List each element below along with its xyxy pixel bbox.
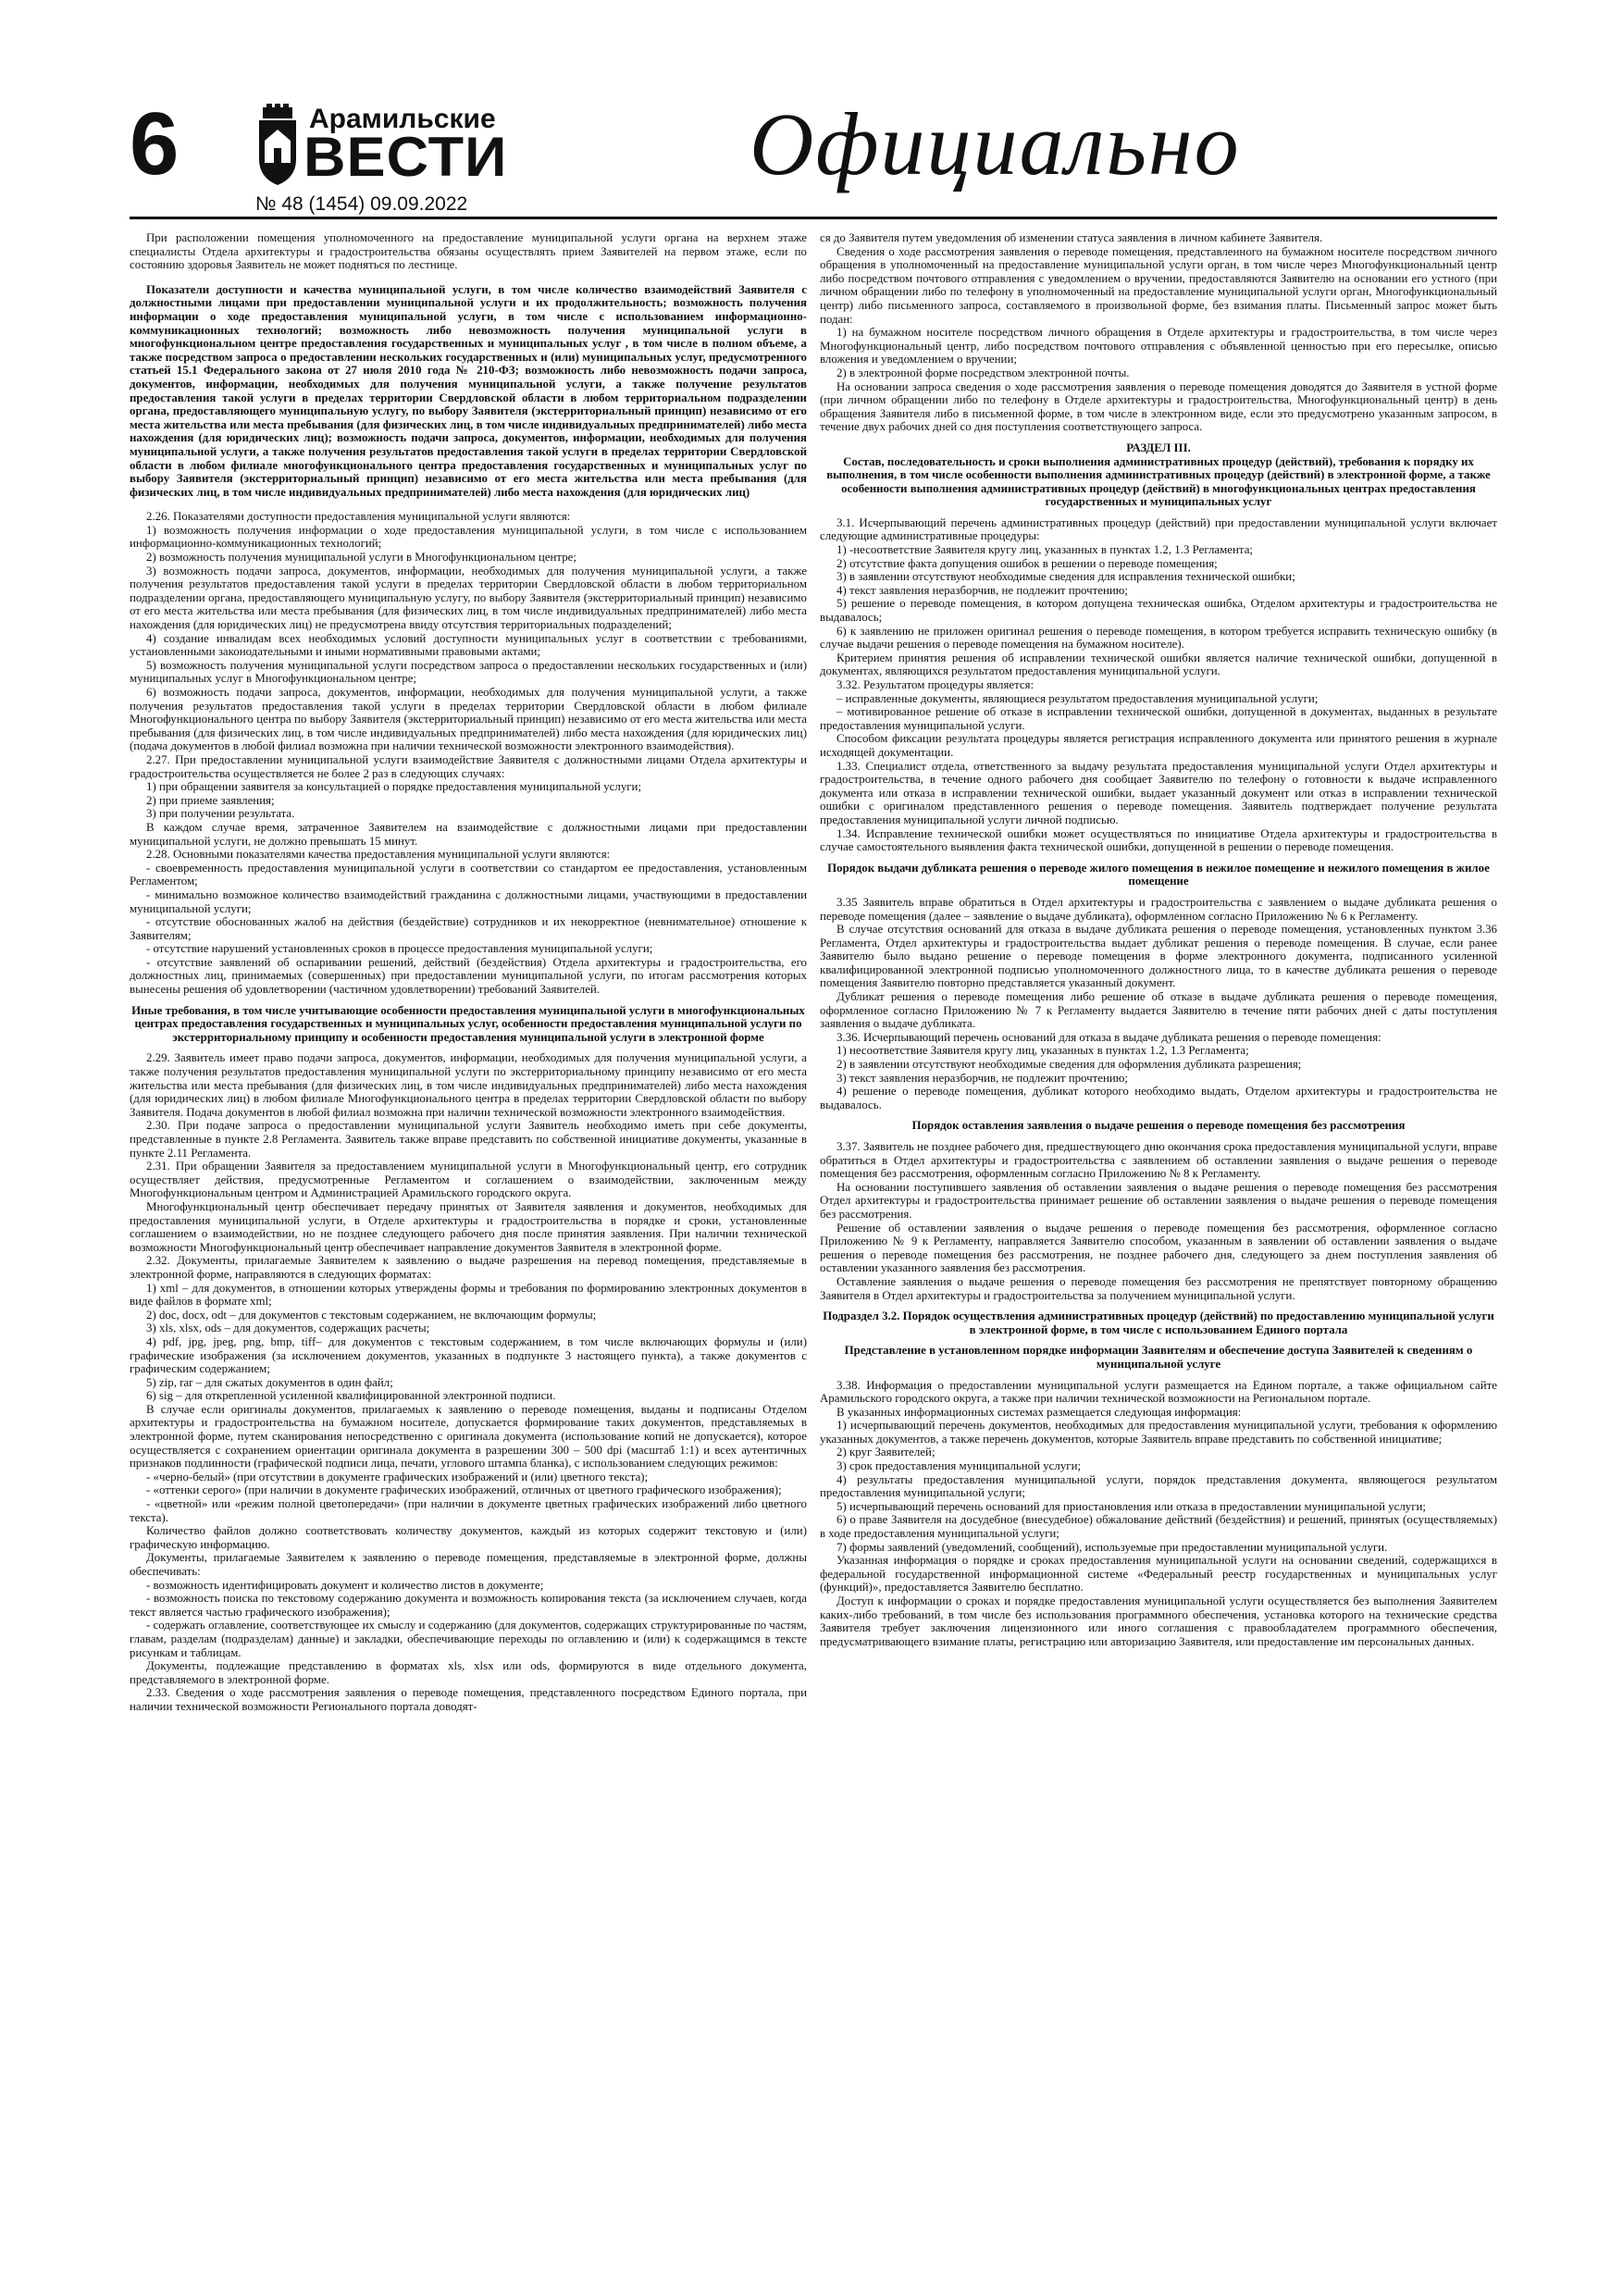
- paragraph: 2.27. При предоставлении муниципальной услуги взаимодействие Заявителя с должностными лицами Отдела архитектуры и градостроительства осуществляется не более 2 раз в следующих случаях:: [130, 752, 807, 780]
- paragraph: 1.33. Специалист отдела, ответственного за выдачу результата предоставления муниципальной услуги Отдел архитектуры и градостроительства, в течение одного рабочего дня сообщает Заявителю по телефону о готовности к выдаче исправленного документа или отказа в исправлении технической ошибки, выдает указанный документ или отказ в исправлении технической ошибки с оригиналом представленного решения о переводе помещения. Заявитель подтверждает получение результата предоставления муниципальной услуги личной подписью.: [820, 759, 1497, 826]
- list-item: 5) возможность получения муниципальной услуги посредством запроса о предоставлении нескольких государственных и (или) муниципальных услуг в Многофункциональном центре;: [130, 658, 807, 686]
- list-item: 4) текст заявления неразборчив, не подлежит прочтению;: [836, 583, 1129, 597]
- paragraph: ся до Заявителя путем уведомления об изменении статуса заявления в личном кабинете Заявителя.: [820, 231, 1323, 244]
- list-item: 2) при приеме заявления;: [146, 793, 275, 807]
- list-item: 1) -несоответствие Заявителя кругу лиц, указанных в пунктах 1.2, 1.3 Регламента;: [836, 543, 1253, 557]
- paragraph: На основании запроса сведения о ходе рассмотрения заявления о переводе помещения доводятся до Заявителя в устной форме (при личном обращении либо по телефону в Отделе архитектуры и градостроительства, Многофункциональный центр) в день обращения Заявителя либо в письменной форме, в том числе в электронном виде, если это предусмотрено указанным запросом, в течение двух рабочих дней со дня поступления соответствующего запроса.: [820, 379, 1497, 434]
- list-item: 7) формы заявлений (уведомлений, сообщений), используемые при предоставлении муниципальной услуги.: [836, 1540, 1388, 1554]
- paragraph: 2.29. Заявитель имеет право подачи запроса, документов, информации, необходимых для получения муниципальной услуги, а также получения результатов предоставления муниципальной услуги по экстерриториальному принципу независимо от его места жительства или места пребывания (для физических лиц, в том числе индивидуальных предпринимателей) либо места нахождения (для юридических лиц) в любом филиале Многофункционального центра в пределах территории Свердловской области по выбору Заявителя. Подача документов в любой филиал возможна при наличии технической возможности электронного взаимодействия.: [130, 1051, 807, 1119]
- page-number: 6: [130, 94, 180, 193]
- section-heading: Иные требования, в том числе учитывающие особенности предоставления муниципальной услуги в многофункциональных центрах предоставления государственных и муниципальных услуг, особенности предоставления муниципальной услуги по экстерриториальному принципу и особенности предоставления муниципальной услуги в электронной форме: [131, 1003, 805, 1044]
- list-item: - отсутствие заявлений об оспаривании решений, действий (бездействия) Отдела архитектуры и градостроительства, его должностных лиц, принимаемых (совершенных) при предоставлении муниципальной услуги, по итогам рассмотрения которых вынесены решения об удовлетворении (частичном удовлетворении) требований Заявителей.: [130, 955, 807, 997]
- list-item: 5) zip, rar – для сжатых документов в один файл;: [146, 1375, 393, 1389]
- paragraph: 1.34. Исправление технической ошибки может осуществляться по инициативе Отдела архитектуры и градостроительства в случае самостоятельного выявления факта технической ошибки, допущенной в решении о переводе помещения.: [820, 826, 1497, 854]
- list-item: 2) отсутствие факта допущения ошибок в решении о переводе помещения;: [836, 556, 1218, 570]
- paragraph: Решение об оставлении заявления о выдаче решения о переводе помещения без рассмотрения, оформленное согласно Приложению № 9 к Регламенту, направляется Заявителю способом, указанным в заявлении об оставлении заявления о выдаче решения о переводе помещения без рассмотрения, не позднее рабочего дня, следующего за днем поступления заявления об оставлении указанного заявления без рассмотрения.: [820, 1221, 1497, 1275]
- list-item: 1) на бумажном носителе посредством личного обращения в Отделе архитектуры и градостроительства, в том числе через Многофункциональный центр, либо посредством почтового отправления с объявленной ценностью при его пересылке, описью вложения и уведомлением о вручении;: [820, 326, 1497, 366]
- list-item: 6) к заявлению не приложен оригинал решения о переводе помещения, в котором требуется исправить техническую ошибку (в случае выдачи решения о переводе помещения на бумажном носителе).: [820, 624, 1497, 652]
- list-item: – мотивированное решение об отказе в исправлении технической ошибки, допущенной в документах, выданных в результате предоставления муниципальной услуги.: [820, 705, 1497, 732]
- paragraph: В случае отсутствия оснований для отказа в выдаче дубликата решения о переводе помещения, установленных пунктом 3.36 Регламента, Отдел архитектуры и градостроительства выдает дубликат решения о переводе помещения. В случае, если ранее Заявителю было выдано решение о переводе помещения в форме электронного документа, подписанного усиленной квалифицированной электронной подписью уполномоченного должностного лица, то в качестве дубликата решения о переводе помещения Заявителю повторно представляется указанный документ.: [820, 923, 1497, 990]
- left-column: [130, 231, 807, 2212]
- list-item: 1) исчерпывающий перечень документов, необходимых для предоставления муниципальной услуги, требования к оформлению указанных документов, а также перечень документов, которые Заявитель вправе представить по собственной инициативе;: [820, 1419, 1497, 1446]
- paragraph: Документы, прилагаемые Заявителем к заявлению о переводе помещения, представляемые в электронной форме, должны обеспечивать:: [130, 1551, 807, 1578]
- list-item: 2) в электронной форме посредством электронной почты.: [836, 366, 1130, 379]
- paragraph: 2.33. Сведения о ходе рассмотрения заявления о переводе помещения, представленного посредством Единого портала, при наличии технической возможности Регионального портала доводят-: [130, 1686, 807, 1713]
- paragraph: 3.38. Информация о предоставлении муниципальной услуги размещается на Едином портале, а также официальном сайте Арамильского городского округа, а также при наличии технической возможности на Региональном портале.: [820, 1378, 1497, 1406]
- issue-number: № 48 (1454) 09.09.2022: [255, 193, 468, 215]
- section-heading: Состав, последовательность и сроки выполнения административных процедур (действий), требования к порядку их выполнения, в том числе особенности выполнения административных процедур (действий) в электронной форме, а также особенности выполнения административных процедур (действий) в многофункциональных центрах предоставления государственных и муниципальных услуг: [826, 454, 1491, 509]
- paragraph: 3.37. Заявитель не позднее рабочего дня, предшествующего дню окончания срока предоставления муниципальной услуги, вправе обратиться в Отдел архитектуры и градостроительства с заявлением об оставлении заявления о выдаче решения о переводе помещения без рассмотрения, оформленным согласно Приложению № 8 к Регламенту.: [820, 1140, 1497, 1181]
- brand-title: ВЕСТИ: [304, 126, 508, 188]
- list-item: 4) решение о переводе помещения, дубликат которого необходимо выдать, Отделом архитектуры и градостроительства не выдавалось.: [820, 1085, 1497, 1111]
- paragraph: Количество файлов должно соответствовать количеству документов, каждый из которых содержит текстовую и (или) графическую информацию.: [130, 1524, 807, 1551]
- section-heading: Порядок оставления заявления о выдаче решения о переводе помещения без рассмотрения: [911, 1119, 1406, 1133]
- paragraph: 3.36. Исчерпывающий перечень оснований для отказа в выдаче дубликата решения о переводе помещения:: [836, 1030, 1381, 1044]
- list-item: - отсутствие обоснованных жалоб на действия (бездействие) сотрудников и их некорректное (невнимательное) отношение к Заявителям;: [130, 915, 807, 942]
- list-item: - своевременность предоставления муниципальной услуги в соответствии со стандартом ее предоставления, установленным Регламентом;: [130, 861, 807, 888]
- section-heading: Подраздел 3.2. Порядок осуществления административных процедур (действий) по предоставлению муниципальной услуги в электронной форме, в том числе с использованием Единого портала: [823, 1309, 1494, 1336]
- list-item: - содержать оглавление, соответствующее их смыслу и содержанию (для документов, содержащих структурированные по частям, главам, разделам (подразделам) данные) и закладки, обеспечивающие переходы по оглавлению и (или) к содержащимся в тексте рисункам и таблицам.: [130, 1619, 807, 1659]
- paragraph: Дубликат решения о переводе помещения либо решение об отказе в выдаче дубликата решения о переводе помещения, оформленное согласно Приложению № 7 к Регламенту выдается Заявителю в течение пяти рабочих дней с даты поступления заявления о выдаче дубликата.: [820, 990, 1497, 1031]
- section-number: РАЗДЕЛ III.: [1126, 441, 1191, 454]
- header-divider: [130, 217, 1497, 219]
- list-item: 3) возможность подачи запроса, документов, информации, необходимых для получения муниципальной услуги, а также получения результатов предоставления такой услуги в пределах территории Свердловской области в любом территориальном подразделении органа, предоставляющего муниципальную услугу, по выбору Заявителя (экстерриториальный принцип) независимо от его места жительства или места пребывания (для физических лиц, в том числе индивидуальных предпринимателей) либо места нахождения (для юридических лиц) не предусмотрена ввиду отсутствия территориальных подразделений;: [130, 564, 807, 632]
- list-item: 4) создание инвалидам всех необходимых условий доступности муниципальных услуг в соответствии с требованиями, установленными законодательными и иными нормативными правовыми актами;: [130, 631, 807, 659]
- list-item: 1) несоответствие Заявителя кругу лиц, указанных в пунктах 1.2, 1.3 Регламента;: [836, 1044, 1249, 1058]
- list-item: - возможность идентифицировать документ и количество листов в документе;: [146, 1578, 544, 1592]
- list-item: 4) pdf, jpg, jpeg, png, bmp, tiff– для документов с текстовым содержанием, в том числе включающих формулы и (или) графические изображения (за исключением документов, указанных в подпункте 3 настоящего пункта), а также документов с графическим содержанием;: [130, 1334, 807, 1376]
- list-item: 6) sig – для открепленной усиленной квалифицированной электронной подписи.: [146, 1389, 556, 1403]
- paragraph: 3.32. Результатом процедуры является:: [836, 678, 1035, 691]
- list-item: – исправленные документы, являющиеся результатом предоставления муниципальной услуги;: [836, 691, 1319, 705]
- paragraph: 3.35 Заявитель вправе обратиться в Отдел архитектуры и градостроительства с заявлением о выдаче дубликата решения о переводе помещения (далее – заявление о выдаче дубликата), оформленном согласно Приложению № 6 к Регламенту.: [820, 895, 1497, 923]
- list-item: 4) результаты предоставления муниципальной услуги, порядок представления документа, являющегося результатом предоставления муниципальной услуги;: [820, 1472, 1497, 1500]
- list-item: 1) xml – для документов, в отношении которых утверждены формы и требования по формированию электронных документов в виде файлов в формате xml;: [130, 1281, 807, 1309]
- list-item: 3) срок предоставления муниципальной услуги;: [836, 1459, 1082, 1473]
- paragraph: В каждом случае время, затраченное Заявителем на взаимодействие с должностными лицами при предоставлении муниципальной услуги, не должно превышать 15 минут.: [130, 820, 807, 848]
- paragraph: 3.1. Исчерпывающий перечень административных процедур (действий) при предоставлении муниципальной услуги включает следующие административные процедуры:: [820, 515, 1497, 543]
- paragraph: Сведения о ходе рассмотрения заявления о переводе помещения, представленного на бумажном носителе посредством личного обращения в уполномоченный на предоставление муниципальной услуги орган, в том числе через Многофункциональный центр либо посредством почтового отправления с уведомлением о вручении, предоставляются Заявителю на основании его устного (при личном обращении либо по телефону в уполномоченный на предоставление муниципальной услуги орган, Многофункциональный центр) либо письменного запроса, составляемого в произвольной форме, без взимания платы. Письменный запрос может быть подан:: [820, 244, 1497, 326]
- paragraph: При расположении помещения уполномоченного на предоставление муниципальной услуги органа на верхнем этаже специалисты Отдела архитектуры и градостроительства обязаны осуществлять прием Заявителей на первом этаже, если по состоянию здоровья Заявитель не может подняться по лестнице.: [130, 231, 807, 272]
- list-item: 3) в заявлении отсутствуют необходимые сведения для исправления технической ошибки;: [836, 570, 1295, 584]
- paragraph: Способом фиксации результата процедуры является регистрация исправленного документа или принятого решения в журнале исходящей документации.: [820, 732, 1497, 759]
- list-item: 2) круг Заявителей;: [836, 1446, 935, 1459]
- list-item: - «оттенки серого» (при наличии в документе графических изображений, отличных от цветного графического изображения);: [146, 1483, 782, 1497]
- list-item: - «цветной» или «режим полной цветопередачи» (при наличии в документе цветных графических изображений либо цветного текста).: [130, 1497, 807, 1524]
- section-heading: Порядок выдачи дубликата решения о переводе жилого помещения в нежилое помещение и нежилого помещения в жилое помещение: [827, 861, 1490, 888]
- list-item: 6) о праве Заявителя на досудебное (внесудебное) обжалование действий (бездействия) и решений, принятых (осуществляемых) в ходе предоставления муниципальной услуги;: [820, 1513, 1497, 1541]
- list-item: 6) возможность подачи запроса, документов, информации, необходимых для получения муниципальной услуги, а также получения результатов предоставления такой услуги в пределах территории Свердловской области в любом филиале Многофункционального центра по выбору Заявителя (экстерриториальный принцип) независимо от его места жительства или места пребывания (для физических лиц, в том числе индивидуальных предпринимателей) либо места нахождения (для юридических лиц) (подача документов в любой филиал возможна при наличии технической возможности электронного взаимодействия).: [130, 686, 807, 753]
- paragraph: Критерием принятия решения об исправлении технической ошибки является наличие технической ошибки, допущенной в документах, являющихся результатом предоставления муниципальной услуги.: [820, 651, 1497, 678]
- section-title: Официально: [750, 94, 1241, 193]
- list-item: 5) решение о переводе помещения, в котором допущена техническая ошибка, Отделом архитектуры и градостроительства не выдавалось;: [820, 597, 1497, 625]
- list-item: 3) xls, xlsx, ods – для документов, содержащих расчеты;: [146, 1322, 430, 1335]
- paragraph: 2.31. При обращении Заявителя за предоставлением муниципальной услуги в Многофункциональный центр, его сотрудник осуществляет действия, предусмотренные Регламентом и соглашением о взаимодействии, заключенным между Многофункциональным центром и Администрацией Арамильского городского округа.: [130, 1160, 807, 1200]
- list-item: 5) исчерпывающий перечень оснований для приостановления или отказа в предоставлении муниципальной услуги;: [836, 1499, 1427, 1513]
- brand-subtitle: Арамильские: [309, 104, 496, 134]
- paragraph: Документы, подлежащие представлению в форматах xls, xlsx или ods, формируются в виде отдельного документа, представляемого в электронной форме.: [130, 1659, 807, 1686]
- bold-paragraph: Показатели доступности и качества муниципальной услуги, в том числе количество взаимодействий Заявителя с должностными лицами при предоставлении муниципальной услуги и их продолжительность; возможность получения информации о ходе предоставления муниципальной услуги, в том числе с использованием информационно-коммуникационных технологий; возможность либо невозможность получения муниципальной услуги в многофункциональном центре предоставления государственных и муниципальных услуг , в том числе в полном объеме, а также посредством запроса о предоставлении нескольких государственных и (или) муниципальных услуг, предусмотренного статьей 15.1 Федерального закона от 27 июля 2010 года № 210-ФЗ; возможность либо невозможность подачи запроса, документов, информации, необходимых для получения муниципальной услуги, а также получение результатов предоставления такой услуги в пределах территории Свердловской области в любом территориальном подразделении органа, предоставляющего муниципальную услугу, по выбору Заявителя (экстерриториальный принцип) независимо от его места жительства или места пребывания (для физических лиц, в том числе индивидуальных предпринимателей) либо места нахождения (для юридических лиц); возможность подачи запроса, документов, информации, необходимых для получения муниципальной услуги, а также получения результатов предоставления такой услуги в пределах территории Свердловской области в любом филиале многофункционального центра предоставления государственных и муниципальных услуг по выбору Заявителя (экстерриториальный принцип) независимо от его места жительства или места пребывания (для физических лиц, в том числе индивидуальных предпринимателей) либо места нахождения (для юридических лиц): [130, 282, 807, 499]
- list-item: 2) возможность получения муниципальной услуги в Многофункциональном центре;: [146, 551, 576, 565]
- right-column: [820, 231, 1497, 2212]
- paragraph: 2.26. Показателями доступности предоставления муниципальной услуги являются:: [146, 510, 571, 524]
- paragraph: На основании поступившего заявления об оставлении заявления о выдаче решения о переводе помещения без рассмотрения Отдел архитектуры и градостроительства принимает решение об оставлении заявления о выдаче решения о переводе помещения без рассмотрения.: [820, 1180, 1497, 1221]
- paragraph: В указанных информационных системах размещается следующая информация:: [836, 1405, 1242, 1419]
- list-item: 3) при получении результата.: [146, 807, 295, 821]
- paragraph: Оставление заявления о выдаче решения о переводе помещения без рассмотрения не препятствует повторному обращению Заявителя в Отдел архитектуры и градостроительства за получением муниципальной услуги.: [820, 1274, 1497, 1302]
- list-item: 2) doc, docx, odt – для документов с текстовым содержанием, не включающим формулы;: [146, 1308, 597, 1322]
- section-heading: Представление в установленном порядке информации Заявителям и обеспечение доступа Заявителей к сведениям о муниципальной услуге: [844, 1344, 1473, 1371]
- list-item: 1) возможность получения информации о ходе предоставления муниципальной услуги, в том числе с использованием информационно-коммуникационных технологий;: [130, 523, 807, 551]
- paragraph: Многофункциональный центр обеспечивает передачу принятых от Заявителя заявления и документов, необходимых для предоставления муниципальной услуги, в Отделе архитектуры и градостроительства в порядке и сроки, установленные соглашением о взаимодействии, но не позднее следующего рабочего дня после принятия заявления. При наличии технической возможности Многофункциональный центр обеспечивает направление документов Заявителя в электронной форме.: [130, 1199, 807, 1254]
- coat-of-arms-icon: [255, 104, 300, 189]
- list-item: - возможность поиска по текстовому содержанию документа и возможность копирования текста (за исключением случаев, когда текст является частью графического изображения);: [130, 1592, 807, 1619]
- paragraph: 2.30. При подаче запроса о предоставлении муниципальной услуги Заявитель необходимо иметь при себе документы, представленные в пункте 2.8 Регламента. Заявитель также вправе представить по собственной инициативе документы, указанные в пункте 2.11 Регламента.: [130, 1119, 807, 1160]
- list-item: 2) в заявлении отсутствуют необходимые сведения для оформления дубликата разрешения;: [836, 1058, 1302, 1072]
- list-item: - отсутствие нарушений установленных сроков в процессе предоставления муниципальной услуги;: [146, 942, 653, 956]
- paragraph: В случае если оригиналы документов, прилагаемых к заявлению о переводе помещения, выданы и подписаны Отделом архитектуры и градостроительства на бумажном носителе, допускается формирование таких документов, представляемых в электронной форме, путем сканирования непосредственно с оригинала документа (использование копий не допускается), которое осуществляется с сохранением ориентации оригинала документа в разрешении 300 – 500 dpi (масштаб 1:1) и всех аутентичных признаков подлинности (графической подписи лица, печати, углового штампа бланка), с использованием следующих режимов:: [130, 1402, 807, 1471]
- paragraph: 2.32. Документы, прилагаемые Заявителем к заявлению о выдаче разрешения на перевод помещения, представляемые в электронной форме, направляются в следующих форматах:: [130, 1254, 807, 1281]
- paragraph: 2.28. Основными показателями качества предоставления муниципальной услуги являются:: [146, 848, 611, 862]
- list-item: - минимально возможное количество взаимодействий гражданина с должностными лицами, участвующими в предоставлении муниципальной услуги;: [130, 887, 807, 915]
- paragraph: Указанная информация о порядке и сроках предоставления муниципальной услуги на основании сведений, содержащихся в федеральной государственной информационной системе «Федеральный реестр государственных и муниципальных услуг (функций)», предоставляется Заявителю бесплатно.: [820, 1554, 1497, 1595]
- list-item: - «черно-белый» (при отсутствии в документе графических изображений и (или) цветного текста);: [146, 1470, 649, 1483]
- list-item: 1) при обращении заявителя за консультацией о порядке предоставления муниципальной услуги;: [146, 780, 642, 794]
- paragraph: Доступ к информации о сроках и порядке предоставления муниципальной услуги осуществляется без выполнения Заявителем каких-либо требований, в том числе без использования программного обеспечения, установка которого на технические средства Заявителя требует заключения лицензионного или иного соглашения с правообладателем программного обеспечения, предусматривающего взимание платы, регистрацию или авторизацию Заявителя, или предоставление им персональных данных.: [820, 1595, 1497, 1648]
- list-item: 3) текст заявления неразборчив, не подлежит прочтению;: [836, 1071, 1129, 1085]
- page-header: [0, 0, 1623, 222]
